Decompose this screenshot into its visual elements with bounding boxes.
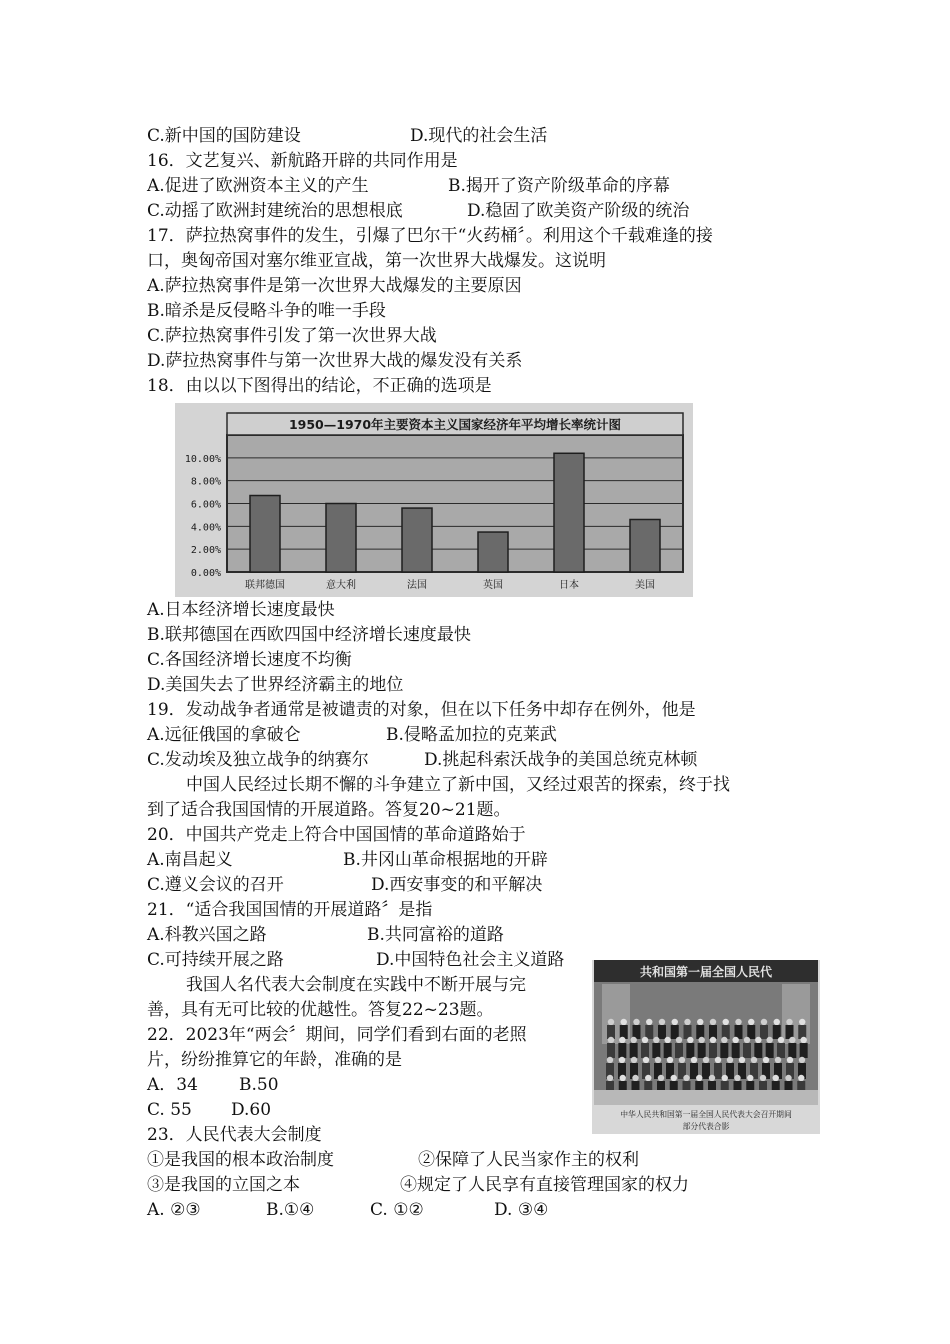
delegate-head xyxy=(710,1019,716,1025)
delegate-head xyxy=(632,1075,638,1081)
delegate-head xyxy=(683,1075,689,1081)
delegate-body xyxy=(652,1043,660,1058)
delegate-head xyxy=(800,1037,806,1043)
delegate-head xyxy=(703,1057,709,1063)
option-a: A.日本经济增长速度最快 xyxy=(147,600,335,620)
bar-4 xyxy=(554,453,584,572)
option-a: A.萨拉热窝事件是第一次世界大战爆发的主要原因 xyxy=(147,276,522,296)
option-d: D.西安事变的和平解决 xyxy=(371,875,543,895)
delegate-head xyxy=(748,1019,754,1025)
option-line xyxy=(147,124,301,148)
question-17-cont: 口，奥匈帝国对塞尔维亚宣战，第一次世界大战爆发。这说明 xyxy=(147,251,606,271)
option-c: C.发动埃及独立战争的纳赛尔 xyxy=(147,750,369,770)
option-c: C. 55 xyxy=(147,1100,192,1120)
question-16: 16．文艺复兴、新航路开辟的共同作用是 xyxy=(147,151,458,171)
delegate-head xyxy=(671,1075,677,1081)
delegate-body xyxy=(747,1025,755,1039)
delegate-head xyxy=(621,1019,627,1025)
option-b: B.揭开了资产阶级革命的序幕 xyxy=(448,176,670,196)
option-d: D.中国特色社会主义道路 xyxy=(376,950,565,970)
x-tick-label: 英国 xyxy=(483,580,503,591)
delegate-head xyxy=(747,1075,753,1081)
question-17: 17．萨拉热窝事件的发生，引爆了巴尔干“火药桶〞。利用这个千载难逢的接 xyxy=(147,226,713,246)
question-21: 21．“适合我国国情的开展道路〞是指 xyxy=(147,900,433,920)
option-b: B.井冈山革命根据地的开辟 xyxy=(343,850,548,870)
delegate-head xyxy=(785,1075,791,1081)
option-d: D.60 xyxy=(231,1100,272,1120)
historical-photo xyxy=(592,960,820,1134)
delegate-head xyxy=(722,1075,728,1081)
option-a: A.科教兴国之路 xyxy=(147,925,267,945)
delegate-head xyxy=(687,1037,693,1043)
delegate-head xyxy=(760,1075,766,1081)
delegate-head xyxy=(761,1019,767,1025)
delegate-head xyxy=(697,1019,703,1025)
delegate-head xyxy=(658,1075,664,1081)
delegate-body xyxy=(743,1043,751,1058)
option-d: D.美国失去了世界经济霸主的地位 xyxy=(147,675,404,695)
delegate-body xyxy=(732,1043,740,1058)
photo-banner-text: 共和国第一届全国人民代 xyxy=(639,965,773,979)
delegate-body xyxy=(777,1043,785,1058)
delegate-head xyxy=(744,1037,750,1043)
chart-title: 1950—1970年主要资本主义国家经济年平均增长率统计图 xyxy=(288,417,622,432)
delegate-head xyxy=(607,1075,613,1081)
delegate-body xyxy=(671,1025,679,1039)
option-b: B.联邦德国在西欧四国中经济增长速度最快 xyxy=(147,625,471,645)
delegate-head xyxy=(642,1037,648,1043)
question-23: 23．人民代表大会制度 xyxy=(147,1125,322,1145)
delegate-body xyxy=(698,1043,706,1058)
delegate-body xyxy=(607,1043,615,1058)
bar-2 xyxy=(402,508,432,572)
delegate-head xyxy=(696,1075,702,1081)
delegate-head xyxy=(619,1057,625,1063)
option-c: C.遵义会议的召开 xyxy=(147,875,284,895)
option-b: B.共同富裕的道路 xyxy=(367,925,504,945)
delegate-head xyxy=(766,1037,772,1043)
question-20: 20．中国共产党走上符合中国国情的革命道路始于 xyxy=(147,825,526,845)
delegate-body xyxy=(696,1025,704,1039)
delegate-body xyxy=(675,1043,683,1058)
delegate-body xyxy=(702,1063,710,1079)
delegate-head xyxy=(799,1019,805,1025)
delegate-head xyxy=(778,1037,784,1043)
statement-3: ③是我国的立国之本 xyxy=(147,1175,300,1195)
photo-ground xyxy=(594,1090,818,1105)
delegate-head xyxy=(774,1019,780,1025)
delegate-head xyxy=(676,1037,682,1043)
option-d: D.挑起科索沃战争的美国总统克林顿 xyxy=(424,750,698,770)
delegate-head xyxy=(798,1075,804,1081)
delegate-head xyxy=(715,1057,721,1063)
y-tick-label: 6.00% xyxy=(190,499,221,511)
option-b: B.①④ xyxy=(266,1200,315,1220)
delegate-head xyxy=(787,1057,793,1063)
intro-paragraph-cont: 善，具有无可比较的优越性。答复22~23题。 xyxy=(147,1000,494,1020)
delegate-head xyxy=(631,1057,637,1063)
growth-chart xyxy=(175,403,693,597)
photo-svg xyxy=(592,960,820,1134)
delegate-head xyxy=(727,1057,733,1063)
bar-5 xyxy=(630,519,660,572)
delegate-body xyxy=(641,1043,649,1058)
y-tick-label: 2.00% xyxy=(190,545,221,557)
bar-1 xyxy=(326,504,356,573)
delegate-body xyxy=(798,1025,806,1039)
x-tick-label: 法国 xyxy=(407,580,427,591)
statement-2: ②保障了人民当家作主的权利 xyxy=(418,1150,639,1170)
delegate-head xyxy=(672,1019,678,1025)
option-a: A. ②③ xyxy=(147,1200,201,1220)
delegate-head xyxy=(633,1019,639,1025)
option-d: D. ③④ xyxy=(494,1200,549,1220)
delegate-body xyxy=(618,1043,626,1058)
delegate-head xyxy=(773,1075,779,1081)
delegate-head xyxy=(655,1057,661,1063)
delegate-body xyxy=(754,1043,762,1058)
question-22: 22．2023年“两会〞期间，同学们看到右面的老照 xyxy=(147,1025,527,1045)
delegate-body xyxy=(686,1043,694,1058)
delegate-head xyxy=(659,1019,665,1025)
delegate-head xyxy=(608,1037,614,1043)
delegate-body xyxy=(630,1043,638,1058)
option-c: C.各国经济增长速度不均衡 xyxy=(147,650,352,670)
delegate-head xyxy=(709,1075,715,1081)
statement-1: ①是我国的根本政治制度 xyxy=(147,1150,334,1170)
delegate-head xyxy=(664,1037,670,1043)
option-b: B.暗杀是反侵略斗争的唯一手段 xyxy=(147,301,386,321)
delegate-head xyxy=(723,1019,729,1025)
delegate-head xyxy=(739,1057,745,1063)
x-tick-label: 联邦德国 xyxy=(245,580,285,591)
question-22-cont: 片，纷纷推算它的年龄，准确的是 xyxy=(147,1050,402,1070)
photo-caption-line1: 中华人民共和国第一届全国人民代表大会召开期间 xyxy=(620,1110,792,1119)
bar-3 xyxy=(478,532,508,572)
intro-paragraph: 中国人民经过长期不懈的斗争建立了新中国，又经过艰苦的探索，终于找 xyxy=(186,775,730,795)
option-a: A．34 xyxy=(147,1075,198,1095)
delegate-head xyxy=(643,1057,649,1063)
delegate-body xyxy=(800,1043,808,1058)
statement-4: ④规定了人民享有直接管理国家的权力 xyxy=(400,1175,689,1195)
delegate-head xyxy=(698,1037,704,1043)
delegate-head xyxy=(710,1037,716,1043)
delegate-body xyxy=(658,1025,666,1039)
option-b: B.侵略孟加拉的克莱武 xyxy=(386,725,557,745)
option-d: D.萨拉热窝事件与第一次世界大战的爆发没有关系 xyxy=(147,351,523,371)
delegate-head xyxy=(679,1057,685,1063)
delegate-head xyxy=(755,1037,761,1043)
delegate-body xyxy=(760,1025,768,1039)
option-a: A.促进了欧洲资本主义的产生 xyxy=(147,176,369,196)
delegate-body xyxy=(709,1043,717,1058)
x-tick-label: 日本 xyxy=(559,580,579,591)
delegate-body xyxy=(773,1025,781,1039)
delegate-head xyxy=(775,1057,781,1063)
delegate-body xyxy=(720,1043,728,1058)
photo-caption-line2: 部分代表合影 xyxy=(682,1122,730,1131)
x-tick-label: 意大利 xyxy=(326,580,356,591)
delegate-body xyxy=(620,1025,628,1039)
y-tick-label: 8.00% xyxy=(190,476,221,488)
option-c: C.可持续开展之路 xyxy=(147,950,284,970)
delegate-body xyxy=(722,1025,730,1039)
delegate-head xyxy=(721,1037,727,1043)
growth-chart-svg xyxy=(175,403,693,597)
question-18: 18．由以以下图得出的结论，不正确的选项是 xyxy=(147,376,492,396)
bar-0 xyxy=(250,496,280,572)
y-tick-label: 4.00% xyxy=(190,522,221,534)
delegate-head xyxy=(646,1019,652,1025)
intro-paragraph: 我国人名代表大会制度在实践中不断开展与完 xyxy=(186,975,526,995)
delegate-head xyxy=(619,1037,625,1043)
delegate-body xyxy=(788,1043,796,1058)
delegate-head xyxy=(799,1057,805,1063)
delegate-body xyxy=(664,1043,672,1058)
delegate-head xyxy=(786,1019,792,1025)
delegate-head xyxy=(789,1037,795,1043)
delegate-head xyxy=(763,1057,769,1063)
delegate-head xyxy=(653,1037,659,1043)
delegate-head xyxy=(608,1019,614,1025)
delegate-head xyxy=(751,1057,757,1063)
option-d: D.现代的社会生活 xyxy=(410,126,548,146)
option-c: C.萨拉热窝事件引发了第一次世界大战 xyxy=(147,326,437,346)
intro-paragraph-cont: 到了适合我国国情的开展道路。答复20~21题。 xyxy=(147,800,511,820)
delegate-body xyxy=(645,1025,653,1039)
delegate-body xyxy=(714,1063,722,1079)
delegate-body xyxy=(766,1043,774,1058)
y-tick-label: 10.00% xyxy=(184,453,221,465)
option-a: A.远征俄国的拿破仑 xyxy=(147,725,301,745)
option-c: C.动摇了欧洲封建统治的思想根底 xyxy=(147,201,403,221)
delegate-head xyxy=(667,1057,673,1063)
delegate-head xyxy=(684,1019,690,1025)
delegate-head xyxy=(607,1057,613,1063)
delegate-head xyxy=(691,1057,697,1063)
delegate-head xyxy=(630,1037,636,1043)
option-b: B.50 xyxy=(239,1075,279,1095)
delegate-head xyxy=(734,1075,740,1081)
option-c: C. ①② xyxy=(370,1200,424,1220)
option-c: C.新中国的国防建设 xyxy=(147,126,301,146)
x-tick-label: 美国 xyxy=(635,580,655,591)
delegate-head xyxy=(620,1075,626,1081)
option-a: A.南昌起义 xyxy=(147,850,233,870)
question-19: 19．发动战争者通常是被谴责的对象，但在以下任务中却存在例外，他是 xyxy=(147,700,696,720)
delegate-head xyxy=(735,1019,741,1025)
y-tick-label: 0.00% xyxy=(190,568,221,579)
delegate-head xyxy=(645,1075,651,1081)
option-d: D.稳固了欧美资产阶级的统治 xyxy=(467,201,690,221)
delegate-head xyxy=(732,1037,738,1043)
